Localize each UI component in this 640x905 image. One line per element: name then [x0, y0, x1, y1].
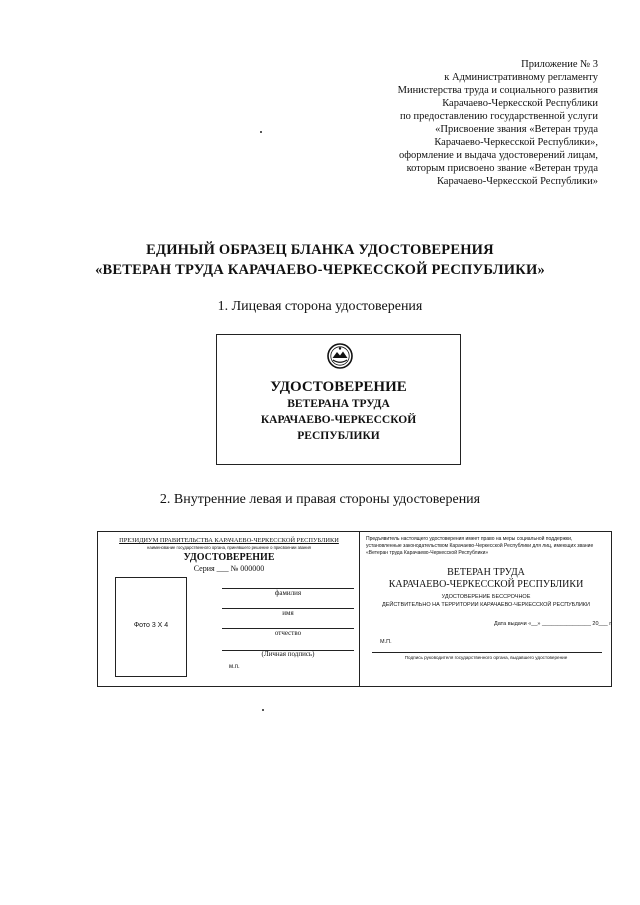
signature-label: (Личная подпись) — [261, 650, 315, 658]
front-subtitle-3: РЕСПУБЛИКИ — [297, 430, 380, 442]
left-stamp-mark: м.п. — [229, 664, 240, 670]
right-title-1: ВЕТЕРАН ТРУДА — [447, 567, 525, 578]
appendix-line: оформление и выдача удостоверений лицам, — [398, 150, 598, 161]
right-stamp-mark: М.П. — [380, 639, 392, 645]
issue-date: Дата выдачи «__» ________________ 20___ г. — [494, 621, 613, 627]
right-page — [366, 536, 613, 660]
title-line-1: ЕДИНЫЙ ОБРАЗЕЦ БЛАНКА УДОСТОВЕРЕНИЯ — [146, 242, 494, 258]
front-side-card — [216, 334, 461, 465]
appendix-block — [278, 58, 598, 188]
rights-statement: Предъявитель настоящего удостоверения имеет право на меры социальной поддержки, установленные законодательством Карачаево-Черкесской Республики для лиц, имеющих звание «Ветеран труда Карачаево-Черкесской Республики» — [366, 536, 594, 556]
coat-of-arms-icon — [327, 343, 353, 369]
appendix-line: Карачаево-Черкесской Республики — [442, 98, 598, 109]
validity-line-1: УДОСТОВЕРЕНИЕ БЕССРОЧНОЕ — [441, 594, 531, 600]
validity-line-2: ДЕЙСТВИТЕЛЬНО НА ТЕРРИТОРИИ КАРАЧАЕВО-ЧЕРКЕССКОЙ РЕСПУБЛИКИ — [382, 602, 590, 608]
appendix-line: Министерства труда и социального развития — [397, 85, 598, 96]
head-signature-caption: Подпись руководителя государственного органа, выдавшего удостоверение — [404, 655, 568, 660]
appendix-line: «Присвоение звания «Ветеран труда — [435, 124, 598, 135]
appendix-line: к Административному регламенту — [444, 72, 598, 83]
appendix-line: Приложение № 3 — [521, 59, 598, 70]
appendix-line: которым присвоено звание «Ветеран труда — [406, 163, 598, 174]
surname-label: фамилия — [274, 589, 302, 597]
front-title: УДОСТОВЕРЕНИЕ — [270, 379, 407, 395]
section-inner-heading: 2. Внутренние левая и правая стороны удостоверения — [159, 492, 481, 507]
section-front-heading: 1. Лицевая сторона удостоверения — [217, 299, 423, 314]
scan-speck — [260, 131, 262, 133]
issuing-authority: ПРЕЗИДИУМ ПРАВИТЕЛЬСТВА КАРАЧАЕВО-ЧЕРКЕССКОЙ РЕСПУБЛИКИ — [119, 537, 339, 544]
patronymic-label: отчество — [274, 629, 302, 637]
front-subtitle-1: ВЕТЕРАНА ТРУДА — [287, 398, 390, 410]
right-title-2: КАРАЧАЕВО-ЧЕРКЕССКОЙ РЕСПУБЛИКИ — [388, 579, 584, 590]
photo-label: Фото 3 Х 4 — [133, 622, 169, 629]
front-subtitle-2: КАРАЧАЕВО-ЧЕРКЕССКОЙ — [260, 414, 417, 426]
page-divider — [359, 532, 360, 686]
appendix-line: Карачаево-Черкесской Республики», — [434, 137, 598, 148]
issuer-caption: наименование государственного органа, принявшего решение о присвоении звания — [147, 545, 311, 550]
appendix-line: Карачаево-Черкесской Республики» — [436, 176, 598, 187]
photo-placeholder — [115, 577, 187, 677]
inner-spread — [97, 531, 612, 687]
left-title: УДОСТОВЕРЕНИЕ — [183, 552, 275, 563]
appendix-line: по предоставлению государственной услуги — [400, 111, 598, 122]
title-line-2: «ВЕТЕРАН ТРУДА КАРАЧАЕВО-ЧЕРКЕССКОЙ РЕСПУБЛИКИ» — [95, 262, 545, 278]
name-label: имя — [282, 609, 294, 617]
scan-speck — [262, 709, 264, 711]
document-title — [0, 240, 640, 280]
series-number: Серия ___ № 000000 — [193, 564, 265, 573]
head-signature-line — [372, 652, 602, 653]
